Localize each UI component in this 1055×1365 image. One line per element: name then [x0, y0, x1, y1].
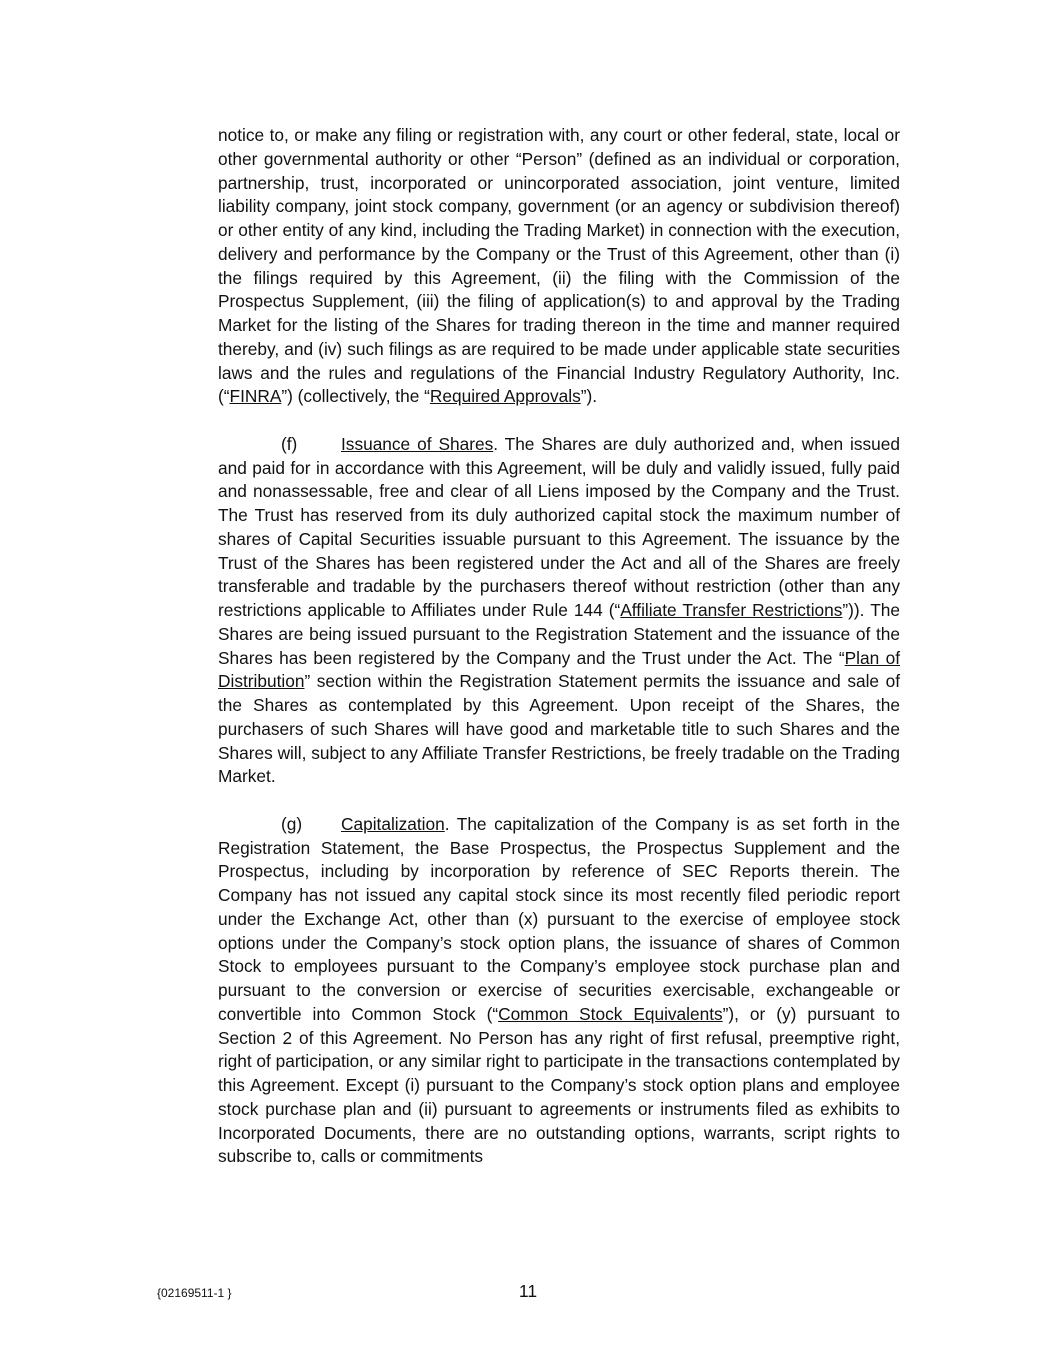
paragraph-text: ” section within the Registration Statement permits the issuance and sale of the Shares as contemplated by this Agreement. Upon receipt of the Shares, the purchasers of such Shares will have good and marketable title to such Shares and the Shares will, subject to any Affiliate Transfer Restrictions, be freely tradable on the Trading Market.	[218, 671, 900, 787]
document-body	[218, 124, 900, 1193]
defined-term-plan-of-distribution: Plan of Distribution	[218, 647, 900, 692]
paragraph-text: ”), or (y) pursuant to Section 2 of this Agreement. No Person has any right of first refusal, preemptive right, right of participation, or any similar right to participate in the transactions contemplated by this Agreement. Except (i) pursuant to the Company’s stock option plans and employee stock purchase plan and (ii) pursuant to agreements or instruments filed as exhibits to Incorporated Documents, there are no outstanding options, warrants, script rights to subscribe to, calls or commitments	[218, 1003, 900, 1167]
section-number: (g)	[281, 813, 303, 834]
defined-term-required-approvals: Required Approvals	[429, 386, 581, 407]
section-number: (f)	[281, 433, 298, 454]
defined-term-common-stock-equivalents: Common Stock Equivalents	[498, 1003, 723, 1024]
paragraph-text: ”) (collectively, the “	[281, 386, 430, 407]
paragraph-g	[218, 813, 900, 1169]
paragraph-text: ”).	[580, 386, 598, 407]
section-heading: Issuance of Shares	[341, 433, 494, 454]
paragraph-text: . The capitalization of the Company is as set forth in the Registration Statement, the Base Prospectus, the Prospectus Supplement and the Prospectus, including by incorporation by reference of SEC Reports therein. The Company has not issued any capital stock since its most recently filed periodic report under the Exchange Act, other than (x) pursuant to the exercise of employee stock options under the Company’s stock option plans, the issuance of shares of Common Stock to employees pursuant to the Company’s employee stock purchase plan and pursuant to the conversion or exercise of securities exercisable, exchangeable or convertible into Common Stock (“	[218, 813, 900, 1024]
footer-document-id: {02169511-1 }	[157, 1286, 232, 1300]
paragraph-e-continued	[218, 124, 900, 409]
paragraph-text: notice to, or make any filing or registration with, any court or other federal, state, local or other governmental authority or other “Person” (defined as an individual or corporation, partnership, trust, incorporated or unincorporated association, joint venture, limited liability company, joint stock company, government (or an agency or subdivision thereof) or other entity of any kind, including the Trading Market) in connection with the execution, delivery and performance by the Company or the Trust of this Agreement, other than (i) the filings required by this Agreement, (ii) the filing with the Commission of the Prospectus Supplement, (iii) the filing of application(s) to and approval by the Trading Market for the listing of the Shares for trading thereon in the time and manner required thereby, and (iv) such filings as are required to be made under applicable state securities laws and the rules and regulations of the Financial Industry Regulatory Authority, Inc. (“	[218, 125, 900, 407]
paragraph-text: ”)). The Shares are being issued pursuant to the Registration Statement and the issuance of the Shares has been registered by the Company and the Trust under the Act. The “	[218, 600, 900, 668]
defined-term-finra: FINRA	[229, 386, 282, 407]
page-number: 11	[518, 1281, 538, 1301]
paragraph-text: . The Shares are duly authorized and, when issued and paid for in accordance with this Agreement, will be duly and validly issued, fully paid and nonassessable, free and clear of all Liens imposed by the Company and the Trust. The Trust has reserved from its duly authorized capital stock the maximum number of shares of Capital Securities issuable pursuant to this Agreement. The issuance by the Trust of the Shares has been registered under the Act and all of the Shares are freely transferable and tradable by the purchasers thereof without restriction (other than any restrictions applicable to Affiliates under Rule 144 (“	[218, 433, 901, 620]
paragraph-f	[218, 433, 900, 789]
defined-term-affiliate-transfer-restrictions: Affiliate Transfer Restrictions	[620, 600, 843, 620]
section-heading: Capitalization	[341, 813, 445, 834]
